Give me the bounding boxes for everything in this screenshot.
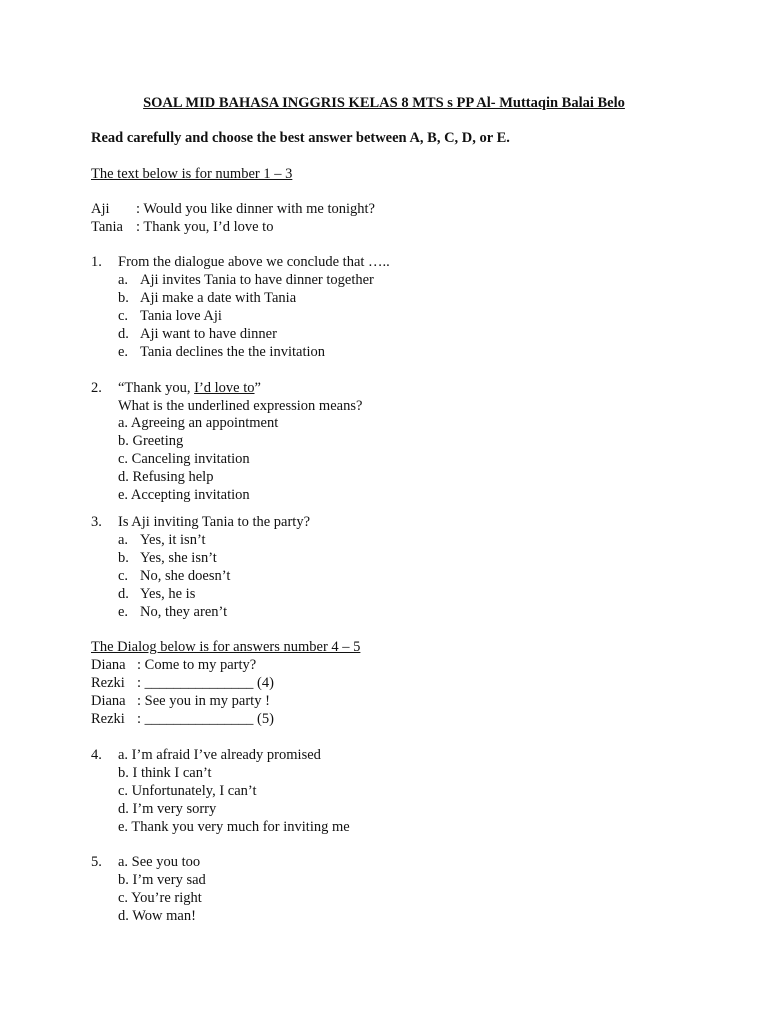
instruction: Read carefully and choose the best answer between A, B, C, D, or E.	[91, 130, 510, 146]
option-4d: d. I’m very sorry	[118, 801, 217, 817]
option-text: No, she doesn’t	[140, 568, 231, 584]
dialogue-text: : _______________ (5)	[137, 711, 274, 727]
option-5d: d. Wow man!	[118, 908, 196, 924]
question-3	[91, 513, 310, 531]
dialogue-line	[91, 218, 273, 236]
section-heading-1: The text below is for number 1 – 3	[91, 166, 293, 182]
option-letter: b.	[118, 550, 129, 566]
dialogue-text: : Would you like dinner with me tonight?	[136, 201, 375, 217]
dialogue-line	[91, 656, 256, 674]
option-3b	[118, 549, 217, 567]
question-text: Is Aji inviting Tania to the party?	[118, 514, 311, 530]
option-letter: d.	[118, 586, 129, 602]
speaker-name: Diana	[91, 657, 126, 673]
dialogue-line	[91, 710, 274, 728]
option-letter: a.	[118, 532, 129, 548]
option-5b: b. I’m very sad	[118, 872, 206, 888]
option-text: Yes, he is	[140, 586, 196, 602]
underlined-expression: I’d love to	[194, 380, 255, 396]
option-text: Tania declines the the invitation	[140, 344, 326, 360]
quote-open: “Thank you,	[118, 380, 195, 396]
question-text: From the dialogue above we conclude that …..	[118, 254, 390, 270]
dialogue-line	[91, 674, 274, 692]
option-1d	[118, 325, 277, 343]
speaker-name: Diana	[91, 693, 126, 709]
question-number: 4.	[91, 747, 102, 763]
option-5c: c. You’re right	[118, 890, 202, 906]
option-3c	[118, 567, 230, 585]
option-letter: a.	[118, 272, 129, 288]
option-letter: c.	[118, 308, 129, 324]
question-number: 1.	[91, 254, 102, 270]
option-3d	[118, 585, 195, 603]
option-letter: e.	[118, 344, 129, 360]
option-2c: c. Canceling invitation	[118, 451, 250, 467]
quote-close: ”	[254, 380, 261, 396]
option-4c: c. Unfortunately, I can’t	[118, 783, 257, 799]
dialogue-line	[91, 200, 375, 218]
option-letter: b.	[118, 290, 129, 306]
question-5	[91, 853, 200, 871]
question-number: 3.	[91, 514, 102, 530]
question-number: 2.	[91, 380, 102, 396]
option-letter: e.	[118, 604, 129, 620]
speaker-name: Rezki	[91, 675, 125, 691]
option-1c	[118, 307, 222, 325]
option-2a: a. Agreeing an appointment	[118, 415, 279, 431]
option-text: Aji want to have dinner	[140, 326, 277, 342]
option-4a: a. I’m afraid I’ve already promised	[118, 747, 321, 763]
option-text: Yes, it isn’t	[140, 532, 206, 548]
option-4e: e. Thank you very much for inviting me	[118, 819, 350, 835]
question-4	[91, 746, 321, 764]
option-3e	[118, 603, 227, 621]
question-2	[91, 379, 261, 397]
option-3a	[118, 531, 206, 549]
speaker-name: Aji	[91, 201, 110, 217]
speaker-name: Tania	[91, 219, 123, 235]
question-1	[91, 253, 390, 271]
dialogue-text: : Thank you, I’d love to	[136, 219, 274, 235]
speaker-name: Rezki	[91, 711, 125, 727]
option-2d: d. Refusing help	[118, 469, 214, 485]
dialogue-line	[91, 692, 270, 710]
question-number: 5.	[91, 854, 102, 870]
dialogue-text: : Come to my party?	[137, 657, 257, 673]
option-text: No, they aren’t	[140, 604, 228, 620]
option-2e: e. Accepting invitation	[118, 487, 250, 503]
option-1e	[118, 343, 325, 361]
option-1b	[118, 289, 296, 307]
section-heading-2: The Dialog below is for answers number 4 – 5	[91, 639, 361, 655]
option-text: Yes, she isn’t	[140, 550, 217, 566]
option-4b: b. I think I can’t	[118, 765, 212, 781]
page-title: SOAL MID BAHASA INGGRIS KELAS 8 MTS s PP Al- Muttaqin Balai Belo	[143, 95, 625, 111]
option-1a	[118, 271, 374, 289]
option-2b: b. Greeting	[118, 433, 184, 449]
dialogue-text: : _______________ (4)	[137, 675, 274, 691]
option-text: Aji make a date with Tania	[140, 290, 297, 306]
option-letter: d.	[118, 326, 129, 342]
dialogue-text: : See you in my party !	[137, 693, 270, 709]
option-5a: a. See you too	[118, 854, 201, 870]
option-text: Tania love Aji	[140, 308, 222, 324]
option-text: Aji invites Tania to have dinner together	[140, 272, 374, 288]
option-letter: c.	[118, 568, 129, 584]
question-text: What is the underlined expression means?	[118, 398, 363, 414]
